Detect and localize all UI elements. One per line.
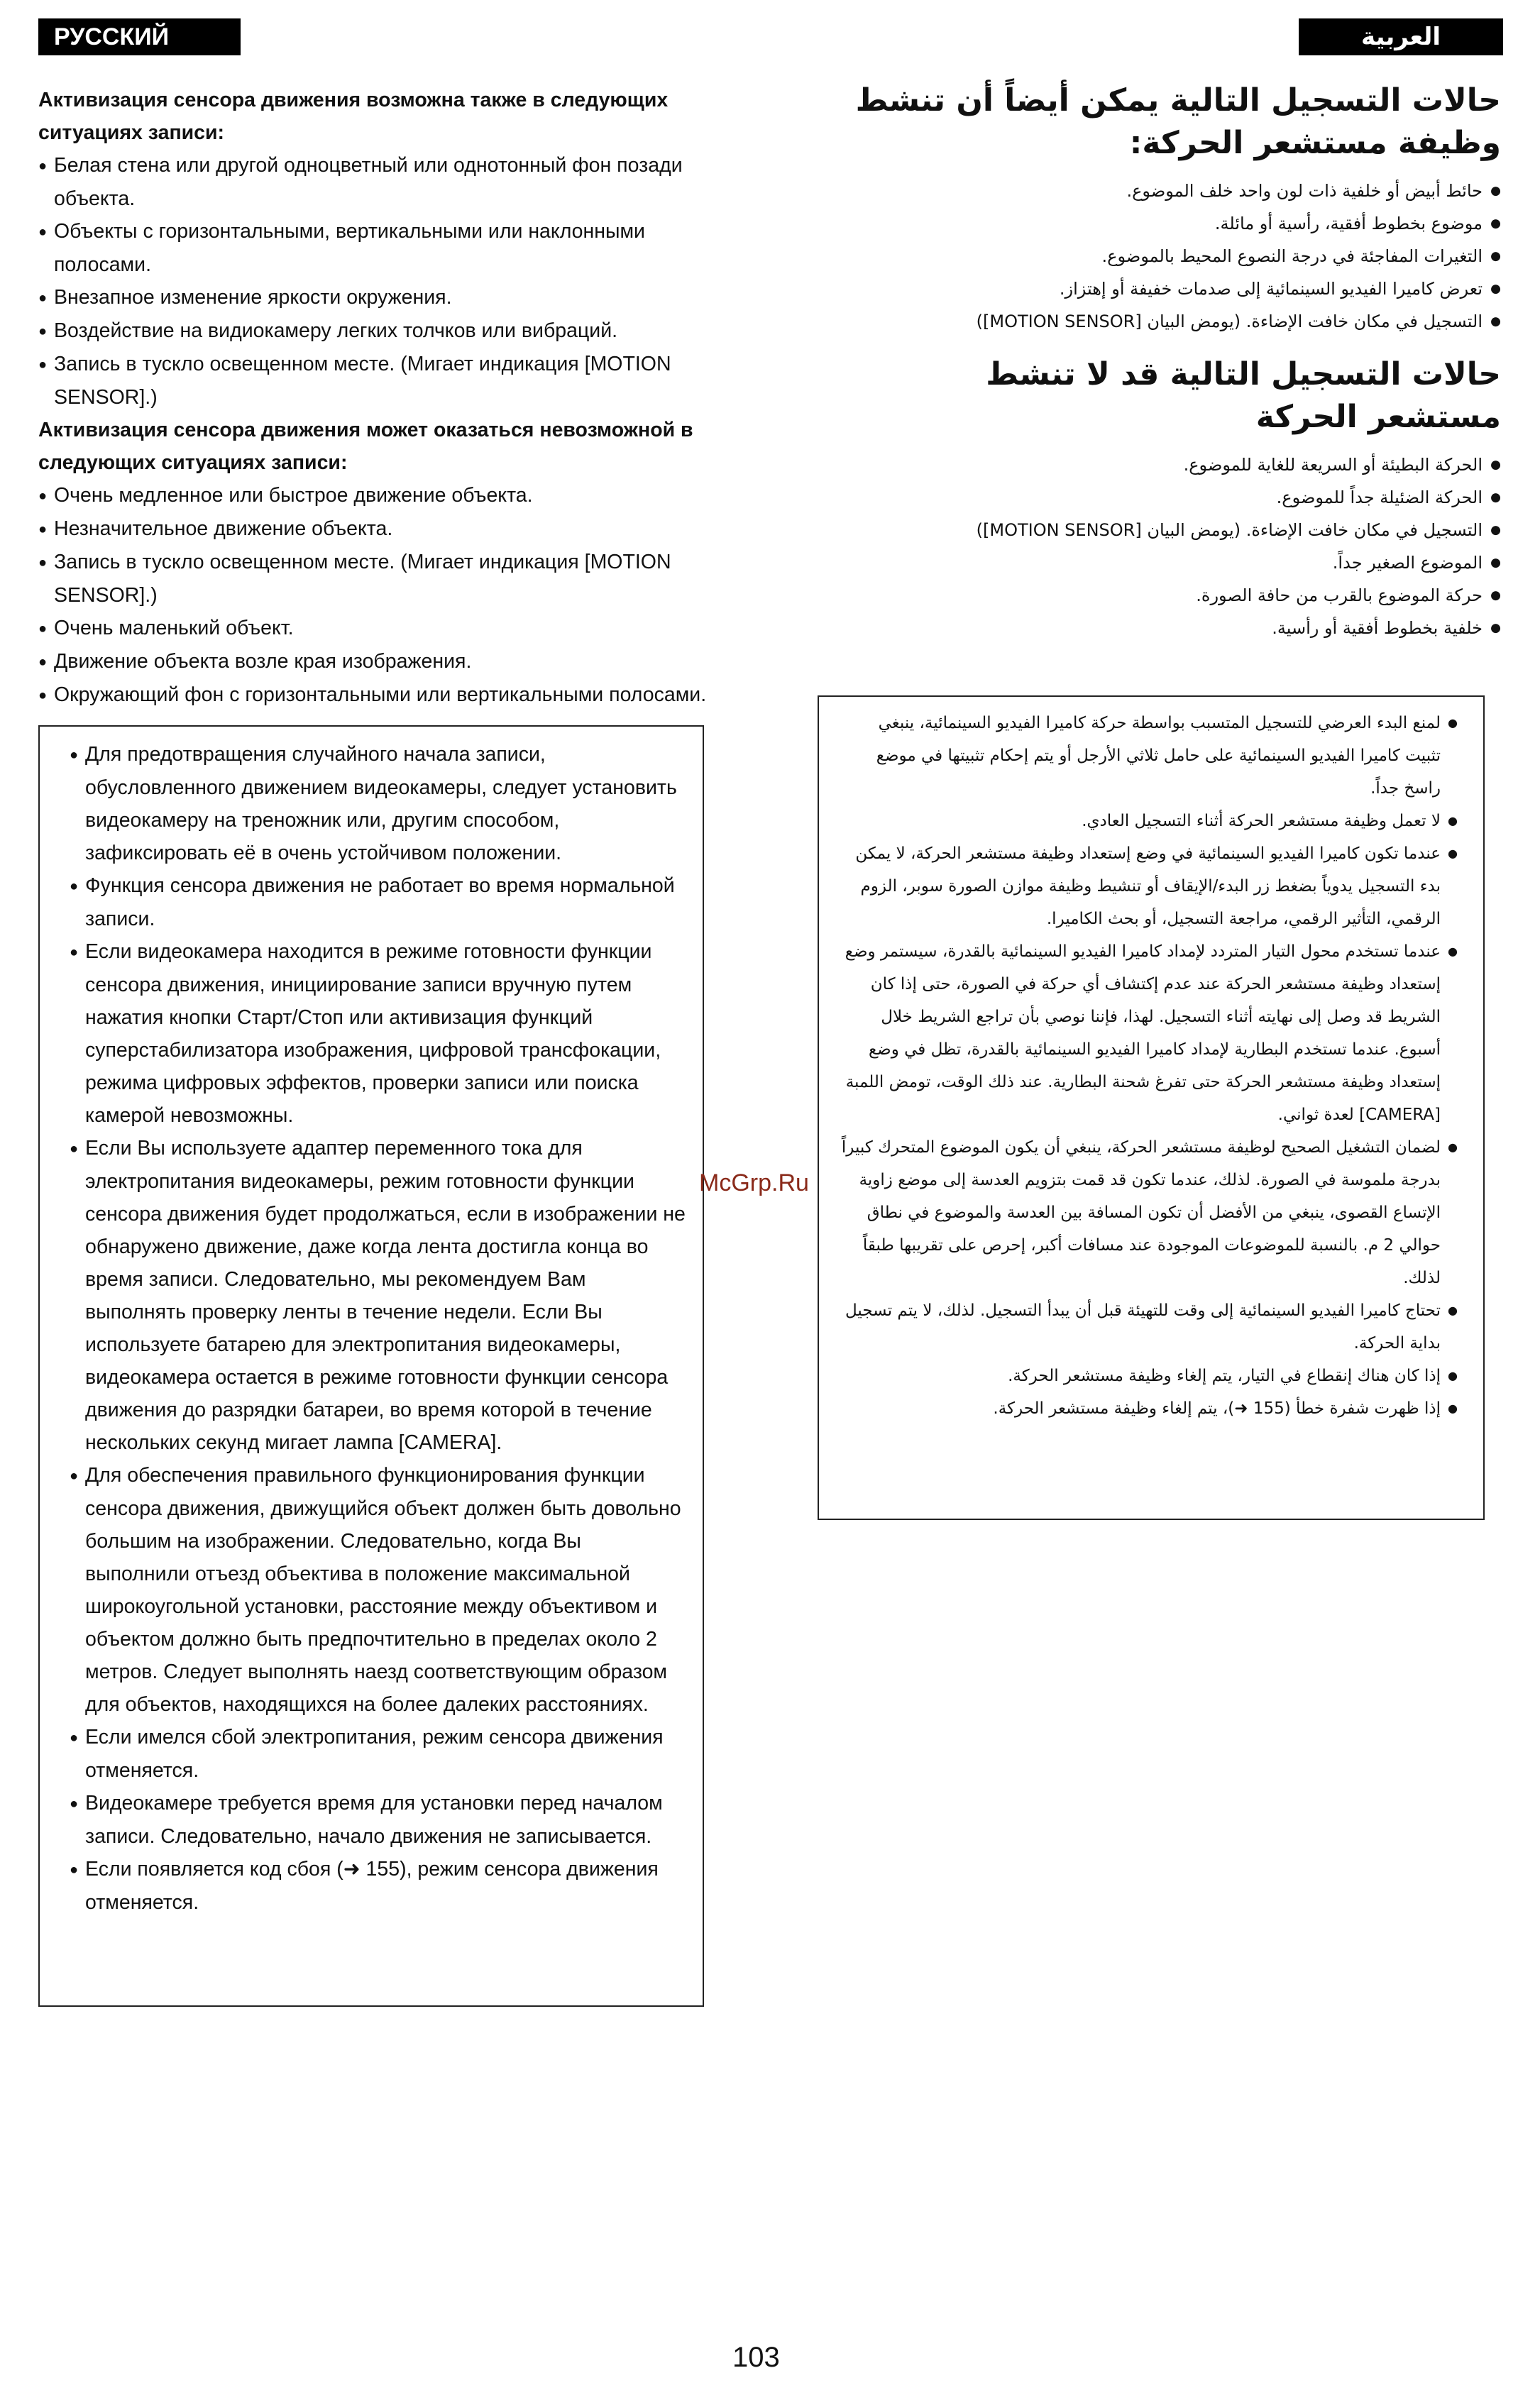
ru-list-item: ● Очень медленное или быстрое движение объекта.: [38, 479, 713, 512]
ru-heading-impossible: Активизация сенсора движения может оказаться невозможной в следующих ситуациях записи:: [38, 419, 693, 474]
ru-list-item: ● Белая стена или другой одноцветный или однотонный фон позади объекта.: [38, 149, 713, 215]
ar-list-item: ● موضوع بخطوط أفقية، رأسية أو مائلة.: [845, 207, 1501, 240]
ar-list-item: ● الموضوع الصغير جداً.: [845, 546, 1501, 579]
ru-notes-box: [38, 725, 704, 2007]
ar-note-item: ● عندما تكون كاميرا الفيديو السينمائية في وضع إستعداد وظيفة مستشعر الحركة، لا يمكن بدء التسجيل يدوياً بضغط زر البدء/الإيقاف أو تنشيط وظيفة موازن الصورة سوبر، الزوم الرقمي، التأثير الرقمي، مراجعة التسجيل، أو بحث الكاميرا.: [839, 837, 1458, 935]
ru-list-item: ● Очень маленький объект.: [38, 612, 713, 645]
ar-notes-box: [818, 695, 1485, 1520]
ar-list-item: ● حركة الموضوع بالقرب من حافة الصورة.: [845, 579, 1501, 612]
ar-note-item: ● لا تعمل وظيفة مستشعر الحركة أثناء التسجيل العادي.: [839, 805, 1458, 837]
ru-note-item: ● Если видеокамера находится в режиме готовности функции сенсора движения, инициирование записи вручную путем нажатия кнопки Старт/Стоп или активизация функций суперстабилизатора изображения, цифровой трансфокации, режима цифровых эффектов, проверки записи или поиска камерой невозможны.: [70, 935, 686, 1132]
ar-list-item: ● الحركة البطيئة أو السريعة للغاية للموضوع.: [845, 448, 1501, 481]
ar-list-item: ● خلفية بخطوط أفقية أو رأسية.: [845, 612, 1501, 644]
ru-list-item: ● Окружающий фон с горизонтальными или вертикальными полосами.: [38, 678, 713, 712]
ar-list-item: ● التغيرات المفاجئة في درجة النصوع المحيط بالموضوع.: [845, 240, 1501, 272]
ru-heading-possible: Активизация сенсора движения возможна также в следующих ситуациях записи:: [38, 89, 669, 144]
russian-section: [38, 84, 713, 712]
ru-note-item: ● Для предотвращения случайного начала записи, обусловленного движением видеокамеры, следует установить видеокамеру на треножник или, другим способом, зафиксировать её в очень устойчивом положении.: [70, 738, 686, 869]
ru-note-item: ● Видеокамере требуется время для установки перед началом записи. Следовательно, начало движения не записывается.: [70, 1787, 686, 1853]
ar-list-item: ● حائط أبيض أو خلفية ذات لون واحد خلف الموضوع.: [845, 175, 1501, 207]
ar-list-item: ● التسجيل في مكان خافت الإضاءة. (يومض البيان [MOTION SENSOR]): [845, 514, 1501, 546]
ru-list-item: ● Запись в тускло освещенном месте. (Мигает индикация [MOTION SENSOR].): [38, 348, 713, 414]
arabic-section: [845, 79, 1501, 644]
ar-note-item: ● إذا ظهرت شفرة خطأ (155 ➜)، يتم إلغاء وظيفة مستشعر الحركة.: [839, 1392, 1458, 1425]
ru-note-item: ● Для обеспечения правильного функционирования функции сенсора движения, движущийся объект должен быть довольно большим на изображении. Следовательно, когда Вы выполнили отъезд объектива в положение максимальной широкоугольной установки, расстояние между объективом и объектом должно быть предпочтительно в пределах около 2 метров. Следует выполнять наезд соответствующим образом для объектов, находящихся на более далеких расстояниях.: [70, 1459, 686, 1721]
language-tab-russian: РУССКИЙ ЯЗЫК: [38, 18, 241, 55]
ru-note-item: ● Если имелся сбой электропитания, режим сенсора движения отменяется.: [70, 1721, 686, 1787]
ar-note-item: ● إذا كان هناك إنقطاع في التيار، يتم إلغاء وظيفة مستشعر الحركة.: [839, 1360, 1458, 1392]
ru-list-item: ● Запись в тускло освещенном месте. (Мигает индикация [MOTION SENSOR].): [38, 546, 713, 612]
ar-heading-possible: حالات التسجيل التالية يمكن أيضاً أن تنشط وظيفة مستشعر الحركة:: [855, 82, 1501, 161]
ru-list-item: ● Объекты с горизонтальными, вертикальными или наклонными полосами.: [38, 215, 713, 281]
ar-list-item: ● التسجيل في مكان خافت الإضاءة. (يومض البيان [MOTION SENSOR]): [845, 305, 1501, 338]
ar-list-item: ● الحركة الضئيلة جداً للموضوع.: [845, 481, 1501, 514]
ar-note-item: ● لمنع البدء العرضي للتسجيل المتسبب بواسطة حركة كاميرا الفيديو السينمائية، ينبغي تثبيت كاميرا الفيديو السينمائية على حامل ثلاثي الأرجل أو يتم إحكام تثبيتها في موضع راسخ جداً.: [839, 707, 1458, 805]
page-number: 103: [732, 2342, 780, 2373]
ar-note-item: ● عندما تستخدم محول التيار المتردد لإمداد كاميرا الفيديو السينمائية بالقدرة، سيستمر وضع إستعداد وظيفة مستشعر الحركة عند عدم إكتشاف أي حركة في الصورة، حتى إذا كان الشريط قد وصل إلى نهايته أثناء التسجيل. لهذا، فإننا نوصي بأن تراجع الشريط خلال أسبوع. عندما تستخدم البطارية لإمداد كاميرا الفيديو السينمائية بالقدرة، تظل في وضع إستعداد وظيفة مستشعر الحركة حتى تفرغ شحنة البطارية. عند ذلك الوقت، تومض اللمبة [CAMERA] لعدة ثواني.: [839, 935, 1458, 1131]
ru-list-item: ● Воздействие на видиокамеру легких толчков или вибраций.: [38, 314, 713, 348]
ru-note-item: ● Если появляется код сбоя (➜ 155), режим сенсора движения отменяется.: [70, 1853, 686, 1919]
ru-note-item: ● Функция сенсора движения не работает во время нормальной записи.: [70, 869, 686, 935]
ar-note-item: ● تحتاج كاميرا الفيديو السينمائية إلى وقت للتهيئة قبل أن يبدأ التسجيل. لذلك، لا يتم تسجيل بداية الحركة.: [839, 1294, 1458, 1360]
ru-list-item: ● Движение объекта возле края изображения.: [38, 645, 713, 678]
watermark: McGrp.Ru: [699, 1169, 809, 1196]
ru-list-item: ● Внезапное изменение яркости окружения.: [38, 281, 713, 314]
ru-list-item: ● Незначительное движение объекта.: [38, 512, 713, 546]
ru-note-item: ● Если Вы используете адаптер переменного тока для электропитания видеокамеры, режим готовности функции сенсора движения будет продолжаться, если в изображении не обнаружено движение, даже когда лента достигла конца во время записи. Следовательно, мы рекомендуем Вам выполнять проверку ленты в течение недели. Если Вы используете батарею для электропитания видеокамеры, видеокамера остается в режиме готовности функции сенсора движения до разрядки батареи, во время которой в течение нескольких секунд мигает лампа [CAMERA].: [70, 1132, 686, 1459]
language-tab-arabic: العربية: [1299, 18, 1503, 55]
ar-heading-impossible: حالات التسجيل التالية قد لا تنشط مستشعر الحركة: [986, 356, 1501, 435]
ar-list-item: ● تعرض كاميرا الفيديو السينمائية إلى صدمات خفيفة أو إهتزاز.: [845, 272, 1501, 305]
ar-note-item: ● لضمان التشغيل الصحيح لوظيفة مستشعر الحركة، ينبغي أن يكون الموضوع المتحرك كبيراً بدرجة ملموسة في الصورة. لذلك، عندما تكون قد قمت بتزويم العدسة إلى موضع زاوية الإتساع القصوى، ينبغي من الأفضل أن تكون المسافة بين العدسة والموضوع في نطاق حوالي 2 م. بالنسبة للموضوعات الموجودة عند مسافات أكبر، إحرص على تقريبها طبقاً لذلك.: [839, 1131, 1458, 1294]
